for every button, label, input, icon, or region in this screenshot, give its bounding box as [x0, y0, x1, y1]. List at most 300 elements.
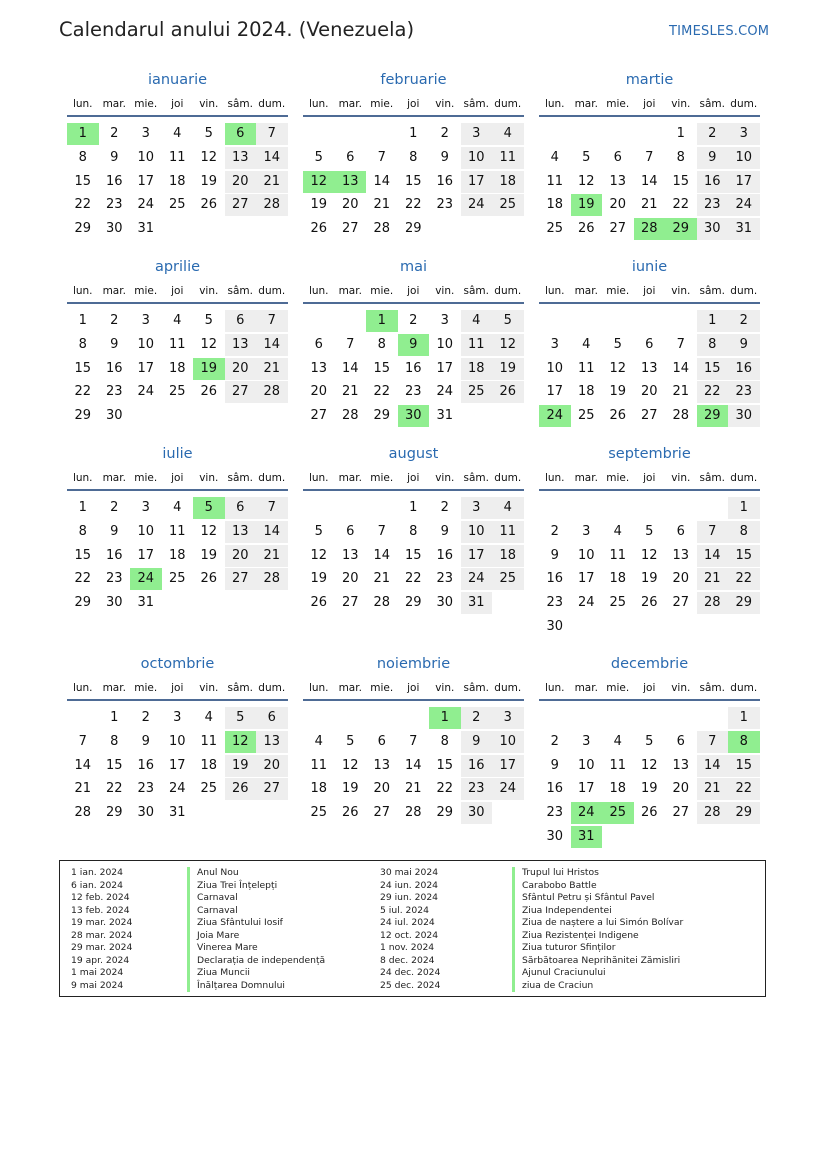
legend-dates-right	[380, 867, 440, 992]
day-cell: 5	[314, 523, 323, 539]
weekday-label: joi	[171, 682, 184, 694]
day-cell: 26	[225, 778, 257, 800]
day-cell: 22	[373, 384, 391, 400]
day-cell: 26	[492, 381, 524, 403]
weekday-label: mar.	[102, 285, 126, 297]
month-name: iulie	[162, 446, 193, 462]
legend-holiday-date: 1 mai 2024	[71, 967, 124, 979]
day-cell: 20	[672, 571, 690, 587]
day-cell: 5	[492, 310, 524, 332]
day-cell: 4	[204, 710, 213, 725]
weekday-label: mar.	[338, 98, 362, 110]
day-cell: 12	[200, 523, 218, 539]
day-cell: 17	[546, 384, 564, 400]
day-cell: 31	[137, 221, 155, 237]
day-cell: 22	[105, 781, 123, 797]
day-cell: 22	[74, 571, 92, 587]
weekday-label: vin.	[435, 472, 455, 484]
day-cell: 15	[728, 545, 760, 567]
day-cell: 2	[697, 123, 729, 145]
legend-holiday-name: Ziua Independentei	[512, 905, 683, 918]
day-cell: 31	[728, 218, 760, 240]
header-divider	[303, 115, 524, 117]
day-cell: 15	[728, 755, 760, 777]
day-cell: 14	[672, 360, 690, 376]
day-cell: 10	[436, 336, 454, 352]
weekday-label: dum.	[258, 285, 286, 297]
day-cell: 27	[609, 221, 627, 237]
day-cell: 30	[105, 221, 123, 237]
day-cell: 22	[728, 568, 760, 590]
day-cell: 21	[404, 781, 422, 797]
day-cell: 7	[697, 731, 729, 753]
day-cell: 9	[141, 733, 150, 749]
day-cell: 9	[550, 547, 559, 563]
day-cell: 17	[137, 360, 155, 376]
day-cell: 2	[409, 313, 418, 328]
day-cell: 13	[672, 757, 690, 773]
day-cell: 10	[577, 547, 595, 563]
weekday-label: joi	[407, 98, 420, 110]
day-cell: 25	[492, 194, 524, 216]
day-cell: 18	[492, 545, 524, 567]
legend-holiday-date: 8 dec. 2024	[380, 954, 435, 966]
weekday-label: lun.	[544, 98, 565, 110]
day-cell: 29	[436, 805, 454, 821]
day-cell: 16	[546, 781, 564, 797]
day-cell: 21	[341, 384, 359, 400]
weekday-label: mie.	[134, 285, 158, 297]
weekday-label: joi	[407, 682, 420, 694]
day-cell: 25	[609, 595, 627, 611]
holiday-day-cell: 29	[697, 405, 729, 427]
day-cell: 28	[373, 595, 391, 611]
day-cell: 29	[404, 221, 422, 237]
day-cell: 17	[137, 547, 155, 563]
day-cell: 27	[341, 595, 359, 611]
day-cell: 26	[341, 805, 359, 821]
legend-holiday-date: 9 mai 2024	[71, 979, 124, 991]
day-cell: 3	[141, 313, 150, 328]
weekday-label: joi	[643, 472, 656, 484]
day-cell: 15	[436, 757, 454, 773]
day-cell: 15	[105, 757, 123, 773]
weekday-label: joi	[171, 98, 184, 110]
weekday-label: lun.	[308, 98, 329, 110]
weekday-label: sâm.	[699, 285, 725, 297]
day-cell: 15	[373, 360, 391, 376]
weekday-label: mie.	[370, 285, 394, 297]
weekday-label: mar.	[574, 682, 598, 694]
day-cell: 4	[314, 733, 323, 749]
weekday-label: mar.	[338, 285, 362, 297]
day-cell: 16	[137, 757, 155, 773]
day-cell: 18	[492, 171, 524, 193]
day-cell: 11	[461, 334, 493, 356]
day-cell: 25	[310, 805, 328, 821]
day-cell: 19	[200, 547, 218, 563]
day-cell: 6	[613, 149, 622, 165]
day-cell: 15	[74, 360, 92, 376]
weekday-label: vin.	[435, 285, 455, 297]
weekday-label: lun.	[308, 285, 329, 297]
day-cell: 26	[200, 384, 218, 400]
legend-holiday-name: Joia Mare	[187, 930, 325, 943]
day-cell: 6	[314, 336, 323, 352]
day-cell: 7	[256, 497, 288, 519]
day-cell: 20	[225, 545, 257, 567]
day-cell: 3	[582, 733, 591, 749]
day-cell: 8	[78, 523, 87, 539]
day-cell: 21	[640, 197, 658, 213]
weekday-label: joi	[643, 285, 656, 297]
day-cell: 30	[105, 595, 123, 611]
weekday-label: mar.	[102, 472, 126, 484]
legend-holiday-name: Ziua Sfântului Iosif	[187, 917, 325, 930]
weekday-label: mie.	[606, 285, 630, 297]
day-cell: 28	[373, 221, 391, 237]
day-cell: 1	[728, 707, 760, 729]
day-cell: 27	[373, 805, 391, 821]
weekday-label: vin.	[435, 98, 455, 110]
day-cell: 16	[105, 360, 123, 376]
weekday-label: vin.	[671, 682, 691, 694]
day-cell: 20	[310, 384, 328, 400]
day-cell: 27	[640, 408, 658, 424]
legend-holiday-date: 6 ian. 2024	[71, 879, 123, 891]
day-cell: 3	[461, 123, 493, 145]
legend-holiday-date: 1 ian. 2024	[71, 867, 123, 878]
day-cell: 19	[200, 173, 218, 189]
weekday-label: lun.	[72, 472, 93, 484]
legend-holiday-date: 25 dec. 2024	[380, 979, 441, 991]
weekday-label: dum.	[494, 682, 522, 694]
day-cell: 16	[404, 360, 422, 376]
day-cell: 19	[640, 781, 658, 797]
day-cell: 12	[640, 757, 658, 773]
day-cell: 21	[373, 571, 391, 587]
weekday-label: vin.	[671, 285, 691, 297]
day-cell: 22	[404, 571, 422, 587]
day-cell: 13	[341, 547, 359, 563]
day-cell: 16	[436, 173, 454, 189]
day-cell: 28	[697, 802, 729, 824]
day-cell: 14	[404, 757, 422, 773]
day-cell: 6	[377, 733, 386, 749]
day-cell: 13	[373, 757, 391, 773]
day-cell: 3	[440, 313, 449, 328]
day-cell: 20	[640, 384, 658, 400]
day-cell: 25	[577, 408, 595, 424]
day-cell: 24	[436, 384, 454, 400]
day-cell: 17	[137, 173, 155, 189]
day-cell: 14	[256, 147, 288, 169]
weekday-label: lun.	[544, 682, 565, 694]
day-cell: 14	[341, 360, 359, 376]
holiday-day-cell: 24	[130, 568, 162, 590]
day-cell: 7	[256, 310, 288, 332]
holiday-day-cell: 12	[225, 731, 257, 753]
day-cell: 21	[373, 197, 391, 213]
day-cell: 7	[409, 733, 418, 749]
day-cell: 22	[74, 384, 92, 400]
day-cell: 7	[697, 521, 729, 543]
day-cell: 27	[256, 778, 288, 800]
month-name: iunie	[631, 259, 668, 275]
legend-holiday-date: 28 mar. 2024	[71, 929, 133, 941]
day-cell: 17	[461, 171, 493, 193]
day-cell: 23	[546, 805, 564, 821]
legend-holiday-date: 19 apr. 2024	[71, 954, 130, 966]
legend-holiday-name: Declarația de independență	[187, 955, 325, 968]
day-cell: 13	[225, 334, 257, 356]
day-cell: 15	[74, 547, 92, 563]
day-cell: 18	[546, 197, 564, 213]
header-divider	[67, 489, 288, 491]
weekday-label: lun.	[544, 472, 565, 484]
day-cell: 16	[436, 547, 454, 563]
day-cell: 26	[640, 805, 658, 821]
day-cell: 17	[168, 757, 186, 773]
weekday-label: sâm.	[463, 285, 489, 297]
weekday-label: dum.	[494, 472, 522, 484]
day-cell: 27	[225, 568, 257, 590]
day-cell: 25	[168, 197, 186, 213]
weekday-label: joi	[171, 472, 184, 484]
day-cell: 23	[105, 384, 123, 400]
month-name: ianuarie	[147, 72, 208, 88]
day-cell: 20	[672, 781, 690, 797]
day-cell: 18	[609, 571, 627, 587]
day-cell: 14	[697, 755, 729, 777]
day-cell: 30	[137, 805, 155, 821]
holiday-day-cell: 1	[429, 707, 461, 729]
weekday-label: lun.	[72, 98, 93, 110]
day-cell: 22	[404, 197, 422, 213]
day-cell: 25	[492, 568, 524, 590]
weekday-label: mar.	[338, 682, 362, 694]
day-cell: 21	[74, 781, 92, 797]
day-cell: 2	[110, 313, 119, 328]
month-name: octombrie	[140, 656, 215, 672]
day-cell: 25	[168, 384, 186, 400]
day-cell: 5	[645, 523, 654, 539]
day-cell: 6	[676, 523, 685, 539]
day-cell: 29	[404, 595, 422, 611]
legend-holiday-date: 19 mar. 2024	[71, 917, 133, 929]
day-cell: 1	[676, 126, 685, 141]
weekday-label: lun.	[544, 285, 565, 297]
weekday-label: dum.	[730, 98, 758, 110]
weekday-label: sâm.	[227, 285, 253, 297]
day-cell: 11	[546, 173, 564, 189]
day-cell: 23	[105, 197, 123, 213]
day-cell: 2	[110, 126, 119, 141]
holiday-day-cell: 1	[67, 123, 99, 145]
holiday-day-cell: 30	[398, 405, 430, 427]
weekday-label: mar.	[102, 682, 126, 694]
day-cell: 11	[577, 360, 595, 376]
holiday-day-cell: 6	[225, 123, 257, 145]
day-cell: 13	[225, 521, 257, 543]
day-cell: 26	[310, 221, 328, 237]
day-cell: 11	[200, 733, 218, 749]
day-cell: 16	[697, 171, 729, 193]
day-cell: 15	[404, 547, 422, 563]
day-cell: 2	[550, 733, 559, 749]
day-cell: 21	[256, 358, 288, 380]
month-name: mai	[399, 259, 428, 275]
holiday-day-cell: 8	[728, 731, 760, 753]
day-cell: 29	[74, 221, 92, 237]
day-cell: 24	[577, 595, 595, 611]
day-cell: 18	[461, 358, 493, 380]
weekday-label: sâm.	[463, 98, 489, 110]
day-cell: 17	[577, 571, 595, 587]
day-cell: 25	[168, 571, 186, 587]
legend-holiday-name: Trupul lui Hristos	[512, 867, 683, 880]
day-cell: 24	[168, 781, 186, 797]
day-cell: 30	[546, 619, 564, 634]
day-cell: 23	[137, 781, 155, 797]
day-cell: 10	[728, 147, 760, 169]
header-divider	[303, 302, 524, 304]
day-cell: 31	[137, 595, 155, 611]
day-cell: 12	[200, 336, 218, 352]
day-cell: 1	[78, 313, 87, 328]
day-cell: 2	[440, 126, 449, 141]
day-cell: 23	[436, 197, 454, 213]
holiday-day-cell: 13	[335, 171, 367, 193]
day-cell: 28	[256, 381, 288, 403]
legend-holiday-date: 29 iun. 2024	[380, 892, 439, 904]
day-cell: 1	[78, 500, 87, 515]
day-cell: 7	[78, 733, 87, 749]
day-cell: 12	[341, 757, 359, 773]
day-cell: 26	[200, 571, 218, 587]
day-cell: 27	[225, 381, 257, 403]
day-cell: 30	[105, 408, 123, 424]
month-name: septembrie	[608, 446, 691, 462]
weekday-label: dum.	[258, 682, 286, 694]
weekday-label: sâm.	[463, 472, 489, 484]
legend-holiday-name: Ziua Rezistenței Indigene	[512, 930, 683, 943]
header-divider	[303, 489, 524, 491]
day-cell: 16	[546, 571, 564, 587]
legend-names-left	[187, 867, 325, 992]
day-cell: 18	[168, 173, 186, 189]
day-cell: 10	[461, 521, 493, 543]
header-divider	[539, 699, 760, 701]
weekday-label: dum.	[730, 472, 758, 484]
legend-holiday-name: Ziua Muncii	[187, 967, 325, 980]
day-cell: 11	[168, 336, 186, 352]
day-cell: 26	[200, 197, 218, 213]
day-cell: 15	[404, 173, 422, 189]
day-cell: 22	[436, 781, 454, 797]
weekday-label: mie.	[370, 472, 394, 484]
day-cell: 9	[440, 149, 449, 165]
day-cell: 25	[200, 781, 218, 797]
day-cell: 16	[461, 755, 493, 777]
day-cell: 30	[697, 218, 729, 240]
legend-holiday-date: 24 iun. 2024	[380, 879, 439, 891]
day-cell: 29	[74, 595, 92, 611]
legend-holiday-name: Ajunul Craciunului	[512, 967, 683, 980]
day-cell: 8	[409, 149, 418, 165]
day-cell: 20	[225, 171, 257, 193]
day-cell: 21	[697, 568, 729, 590]
day-cell: 19	[225, 755, 257, 777]
day-cell: 29	[728, 592, 760, 614]
day-cell: 24	[461, 568, 493, 590]
day-cell: 4	[173, 500, 182, 515]
day-cell: 6	[346, 149, 355, 165]
day-cell: 27	[225, 194, 257, 216]
day-cell: 29	[373, 408, 391, 424]
day-cell: 5	[346, 733, 355, 749]
day-cell: 7	[256, 123, 288, 145]
legend-holiday-name: Înălțarea Domnului	[187, 980, 325, 993]
day-cell: 31	[168, 805, 186, 821]
day-cell: 19	[310, 571, 328, 587]
day-cell: 8	[440, 733, 449, 749]
weekday-label: joi	[643, 98, 656, 110]
holiday-day-cell: 28	[634, 218, 666, 240]
day-cell: 4	[550, 149, 559, 165]
day-cell: 1	[697, 310, 729, 332]
month-name: decembrie	[610, 656, 689, 672]
day-cell: 13	[256, 731, 288, 753]
day-cell: 28	[672, 408, 690, 424]
day-cell: 19	[492, 358, 524, 380]
weekday-label: mar.	[102, 98, 126, 110]
day-cell: 20	[256, 755, 288, 777]
day-cell: 10	[137, 523, 155, 539]
day-cell: 29	[74, 408, 92, 424]
day-cell: 18	[168, 360, 186, 376]
day-cell: 14	[640, 173, 658, 189]
day-cell: 11	[492, 521, 524, 543]
day-cell: 23	[436, 571, 454, 587]
day-cell: 4	[173, 313, 182, 328]
day-cell: 9	[697, 147, 729, 169]
day-cell: 17	[436, 360, 454, 376]
day-cell: 29	[728, 802, 760, 824]
holiday-legend	[59, 860, 766, 997]
day-cell: 4	[613, 523, 622, 539]
day-cell: 31	[461, 592, 493, 614]
weekday-label: lun.	[308, 682, 329, 694]
day-cell: 19	[341, 781, 359, 797]
day-cell: 12	[492, 334, 524, 356]
legend-holiday-date: 13 feb. 2024	[71, 904, 130, 916]
day-cell: 7	[346, 336, 355, 352]
holiday-day-cell: 25	[602, 802, 634, 824]
day-cell: 18	[200, 757, 218, 773]
weekday-label: dum.	[258, 472, 286, 484]
day-cell: 14	[256, 334, 288, 356]
weekday-label: vin.	[671, 472, 691, 484]
site-link[interactable]: TIMESLES.COM	[669, 24, 770, 39]
day-cell: 8	[377, 336, 386, 352]
day-cell: 18	[577, 384, 595, 400]
day-cell: 5	[314, 149, 323, 165]
day-cell: 21	[672, 384, 690, 400]
day-cell: 17	[728, 171, 760, 193]
day-cell: 11	[492, 147, 524, 169]
weekday-label: sâm.	[227, 98, 253, 110]
